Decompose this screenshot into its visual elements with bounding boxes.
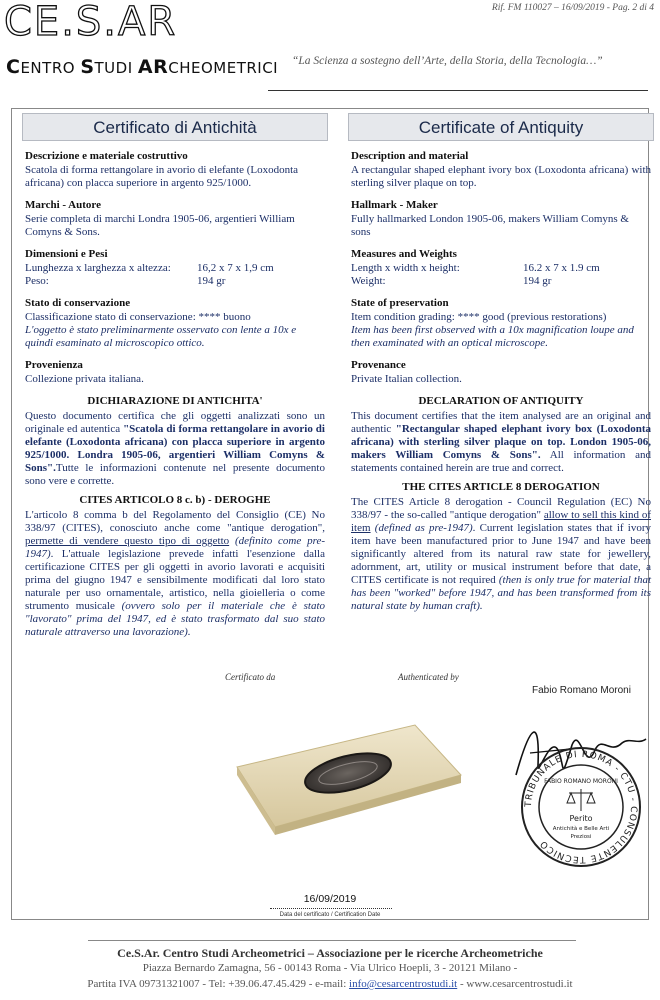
declaration-heading: DICHIARAZIONE DI ANTICHITA'	[87, 395, 263, 407]
declaration-text: Questo documento certifica che gli oggetti analizzati sono un originale ed autentica "Scatola di forma rettangolare in avorio di elefante (Loxodonta africana) con placca superiore in argento 925/1000. Londra 1905-06, argentieri William Comyns & Sons".Tutte le informazioni contenute nel presente documento sono vere e corrette.	[25, 410, 325, 487]
section-text: Fully hallmarked London 1905-06, makers William Comyns & sons	[351, 213, 629, 238]
size-value: 16,2 x 7 x 1,9 cm	[197, 262, 274, 274]
logo-subtitle: CENTRO STUDI ARCHEOMETRICI	[6, 56, 279, 78]
stamp-sub2: Preziosi	[570, 834, 592, 840]
date-underline	[270, 908, 392, 909]
section-heading: Measures and Weights	[351, 248, 457, 260]
section-text: Item condition grading: **** good (previous restorations)	[351, 311, 607, 323]
description-section	[351, 150, 651, 190]
conservation-section	[25, 297, 325, 350]
cites-heading: CITES ARTICOLO 8 c. b) - DEROGHE	[79, 494, 271, 506]
section-note: Item has been first observed with a 10x magnification loupe and then examinated with an optical microscope.	[351, 324, 634, 349]
provenance-section	[25, 359, 325, 386]
marks-section	[351, 199, 651, 239]
stamp-name: FABIO ROMANO MORONI	[544, 778, 618, 785]
expert-stamp	[519, 745, 643, 869]
footer-organization: Ce.S.Ar. Centro Studi Archeometrici – Associazione per le ricerche Archeometriche	[117, 946, 543, 960]
weight-label: Peso:	[25, 275, 49, 287]
size-value: 16.2 x 7 x 1.9 cm	[523, 262, 600, 274]
declaration-heading: DECLARATION OF ANTIQUITY	[418, 395, 584, 407]
date-caption: Data del certificato / Certification Date	[279, 912, 381, 918]
header-divider	[268, 90, 648, 91]
marks-section	[25, 199, 325, 239]
footer-contacts: Partita IVA 09731321007 - Tel: +39.06.47.45.429 - e-mail: info@cesarcentrostudi.it - www.cesarcentrostudi.it	[87, 978, 573, 990]
dimensions-section	[25, 248, 325, 288]
motto: “La Scienza a sostegno dell’Arte, della Storia, della Tecnologia…”	[292, 55, 603, 67]
weight-value: 194 gr	[197, 275, 226, 287]
section-heading: Stato di conservazione	[25, 297, 131, 309]
section-heading: Provenance	[351, 359, 406, 371]
cites-text: The CITES Article 8 derogation - Council Regulation (EC) No 338/97 - the so-called "antique derogation" allow to sell this kind of item (defined as pre-1947). Current legislation states that if ivory item have been manufactured prior to June 1947 and have been significantly altered from its natural raw state for jewellery, adornment, art, utility or musical instrument before that date, a CITES certificate is not required (then is only true for material that has been "worked" before 1947, and has been transformed from its natural state by human craft).	[351, 496, 651, 612]
cites-heading: THE CITES ARTICLE 8 DEROGATION	[402, 481, 600, 493]
description-section	[25, 150, 325, 190]
footer-divider	[88, 940, 576, 941]
email-link[interactable]: info@cesarcentrostudi.it	[349, 978, 458, 990]
english-title: Certificate of Antiquity	[348, 113, 654, 141]
section-heading: Provenienza	[25, 359, 83, 371]
stamp-sub1: Antichità e Belle Arti	[552, 826, 610, 832]
footer-address: Piazza Bernardo Zamagna, 56 - 00143 Roma - Via Ulrico Hoepli, 3 - 20121 Milano -	[142, 962, 518, 974]
provenance-section	[351, 359, 651, 386]
section-heading: Hallmark - Maker	[351, 199, 438, 211]
logo-wordmark: CE.S.AR	[4, 0, 178, 45]
expert-name: Fabio Romano Moroni	[532, 685, 631, 696]
dimensions-section	[351, 248, 651, 288]
section-heading: State of preservation	[351, 297, 449, 309]
size-label: Length x width x height:	[351, 262, 460, 274]
certified-by-label: Certificato da	[225, 672, 276, 682]
english-column	[348, 113, 654, 613]
section-text: Collezione privata italiana.	[25, 373, 144, 385]
section-heading: Descrizione e materiale costruttivo	[25, 150, 188, 162]
reference-number: Rif. FM 110027 – 16/09/2019 - Pag. 2 di 4	[491, 3, 654, 13]
stamp-ring-text: TRIBUNALE DI ROMA - CTU - CONSULENTE TECNICO	[523, 749, 639, 865]
cites-text: L'articolo 8 comma b del Regolamento del Consiglio (CE) No 338/97 (CITES), conosciuto anche come "antique derogation", permette di vendere questo tipo di oggetto (definito come pre-1947). L'attuale legislazione prevede infatti l'esenzione dalla certificazione CITES per gli oggetti in avorio lavorati e acquisiti prima del giugno 1947 e sensibilmente modificati dal loro stato naturale per uso ornamentale, artistico, nella gioielleria o come strumento musicale (ovvero solo per il materiale che è stato "lavorato" prima del 1947, ed è stato trasformato dal suo stato naturale attraverso una lavorazione).	[25, 509, 326, 638]
declaration-text: This document certifies that the item analysed are an original and authentic "Rectangular shaped elephant ivory box (Loxodonta africana) with sterling silver plaque on top. London 1905-06, makers William Comyns & Sons". All information and statements contained herein are true and correct.	[351, 410, 652, 474]
authenticated-by-label: Authenticated by	[398, 672, 459, 682]
ivory-box-photo	[215, 695, 465, 875]
section-heading: Description and material	[351, 150, 469, 162]
italian-title: Certificato di Antichità	[22, 113, 328, 141]
section-text: Private Italian collection.	[351, 373, 462, 385]
section-heading: Dimensioni e Pesi	[25, 248, 108, 260]
size-label: Lunghezza x larghezza x altezza:	[25, 262, 171, 274]
weight-label: Weight:	[351, 275, 386, 287]
stamp-role: Perito	[569, 814, 593, 823]
conservation-section	[351, 297, 651, 350]
section-note: L'oggetto è stato preliminarmente osservato con lente a 10x e quindi esaminato al microscopico ottico.	[25, 324, 297, 349]
section-heading: Marchi - Autore	[25, 199, 101, 211]
section-text: A rectangular shaped elephant ivory box (Loxodonta africana) with sterling silver plaque on top.	[351, 164, 651, 189]
italian-column	[22, 113, 328, 639]
section-text: Scatola di forma rettangolare in avorio di elefante (Loxodonta africana) con placca superiore in argento 925/1000.	[25, 164, 299, 189]
section-text: Serie completa di marchi Londra 1905-06, argentieri William Comyns & Sons.	[25, 213, 295, 238]
section-text: Classificazione stato di conservazione: **** buono	[25, 311, 251, 323]
certificate-date: 16/09/2019	[303, 893, 357, 905]
weight-value: 194 gr	[523, 275, 552, 287]
